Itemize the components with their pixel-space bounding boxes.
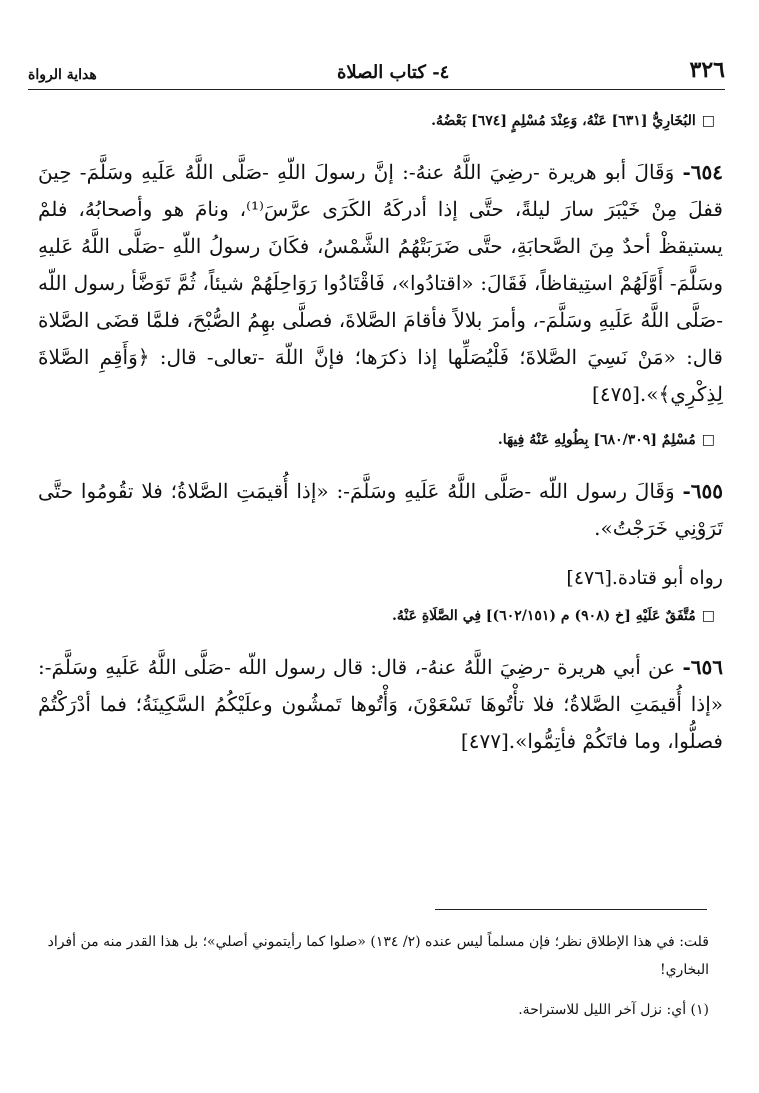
source-655 (38, 605, 715, 627)
narrator-line: رواه أبو قتادة.[٤٧٦] (566, 567, 723, 589)
hadith-text: وَقَالَ رسول اللّه -صَلَّى اللَّهُ عَلَيهِ وسَلَّمَ-: «إذا أُقيمَتِ الصَّلاةُ؛ فلا تقُومُوا حتَّى تَرَوْنِي خَرَجْتُ». (38, 479, 723, 540)
hadith-number: ٦٥٦- (682, 655, 724, 679)
footnote-divider (435, 909, 707, 910)
checkbox-square-icon: □ (701, 432, 715, 448)
source-653 (38, 110, 715, 132)
hadith-number: ٦٥٥- (682, 479, 724, 503)
hadith-655 (38, 473, 723, 547)
checkbox-square-icon: □ (701, 608, 715, 624)
chapter-title: ٤- كتاب الصلاة (336, 62, 450, 83)
source-text: البُخَارِيُّ [٦٣١] عَنْهُ، وَعِنْدَ مُسْلِمٍ [٦٧٤] بَعْضُهُ. (431, 113, 696, 129)
page-body (38, 110, 723, 776)
checkbox-square-icon: □ (701, 113, 715, 129)
hadith-text: وَقَالَ أبو هريرة -رضِيَ اللَّهُ عنهُ-: إنَّ رسولَ اللّهِ -صَلَّى اللَّهُ عَلَيهِ وسَلَّمَ- حِينَ قفلَ مِنْ خَيْبَرَ سارَ ليلةً، حتَّى إذا أدركَهُ الكَرَى عرَّسَ⁽¹⁾، ونامَ هو وأصحابُهُ، فلمْ يستيقظْ أحدٌ مِنَ الصَّحابَةِ، حتَّى ضَرَبَتْهُمُ الشَّمْسُ، فكَانَ رسولُ اللّهِ -صَلَّى اللَّهُ عَليهِ وسَلَّمَ- أَوَّلَهُمْ استِيقاظاً، فَقَالَ: «اقتادُوا»، فَاقْتَادُوا رَوَاحِلَهُمْ شيئاً، ثُمَّ تَوَضَّأ رسول اللّه -صَلَّى اللَّهُ عَلَيهِ وسَلَّمَ-، وأمرَ بلالاً فأقامَ الصَّلاةَ، فصلَّى بهِمُ الصُّبْحَ، فلمَّا قضَى الصَّلاة قال: «مَنْ نَسِيَ الصَّلاةَ؛ فَلْيُصَلِّها إذا ذكرَها؛ فإنَّ اللّهَ -تعالى- قال: ﴿وَأَقِمِ الصَّلاةَ لِذِكْرِي﴾».[٤٧٥] (38, 160, 723, 406)
book-title: هداية الرواة (28, 67, 97, 83)
hadith-text: عن أبي هريرة -رضِيَ اللَّهُ عنهُ-، قال: قال رسول اللّه -صَلَّى اللَّهُ عَلَيهِ وسَلَّمَ-: «إذا أُقيمَتِ الصَّلاةُ؛ فلا تأْتُوهَا تَسْعَوْنَ، وَأْتُوها تَمشُون وعلَيْكُمُ السَّكِينَةُ؛ فما أدْرَكْتُمْ فصلُّوا، وما فاتَكُمْ فأتِمُّوا».[٤٧٧] (38, 655, 723, 753)
hadith-number: ٦٥٤- (682, 160, 724, 184)
footnotes (40, 928, 709, 1024)
hadith-654 (38, 154, 723, 413)
footnote-1: (١) أي: نزل آخر الليل للاستراحة. (518, 1002, 709, 1018)
source-text: مُتَّفَقٌ عَلَيْهِ [خ (٩٠٨) م (٦٠٢/١٥١)] فِي الصَّلَاةِ عَنْهُ. (392, 608, 696, 624)
hadith-656 (38, 649, 723, 760)
source-654 (38, 429, 715, 451)
source-text: مُسْلِمٌ [٦٨٠/٣٠٩] بِطُولِهِ عَنْهُ فِيهَا. (497, 432, 696, 448)
page-number: ٣٢٦ (689, 57, 725, 83)
page-header (28, 57, 725, 90)
editor-note: قلت: في هذا الإطلاق نظر؛ فإن مسلماً ليس عنده (٢/ ١٣٤) «صلوا كما رأيتموني أصلي»؛ بل هذا القدر منه من أفراد البخاري! (47, 934, 709, 978)
